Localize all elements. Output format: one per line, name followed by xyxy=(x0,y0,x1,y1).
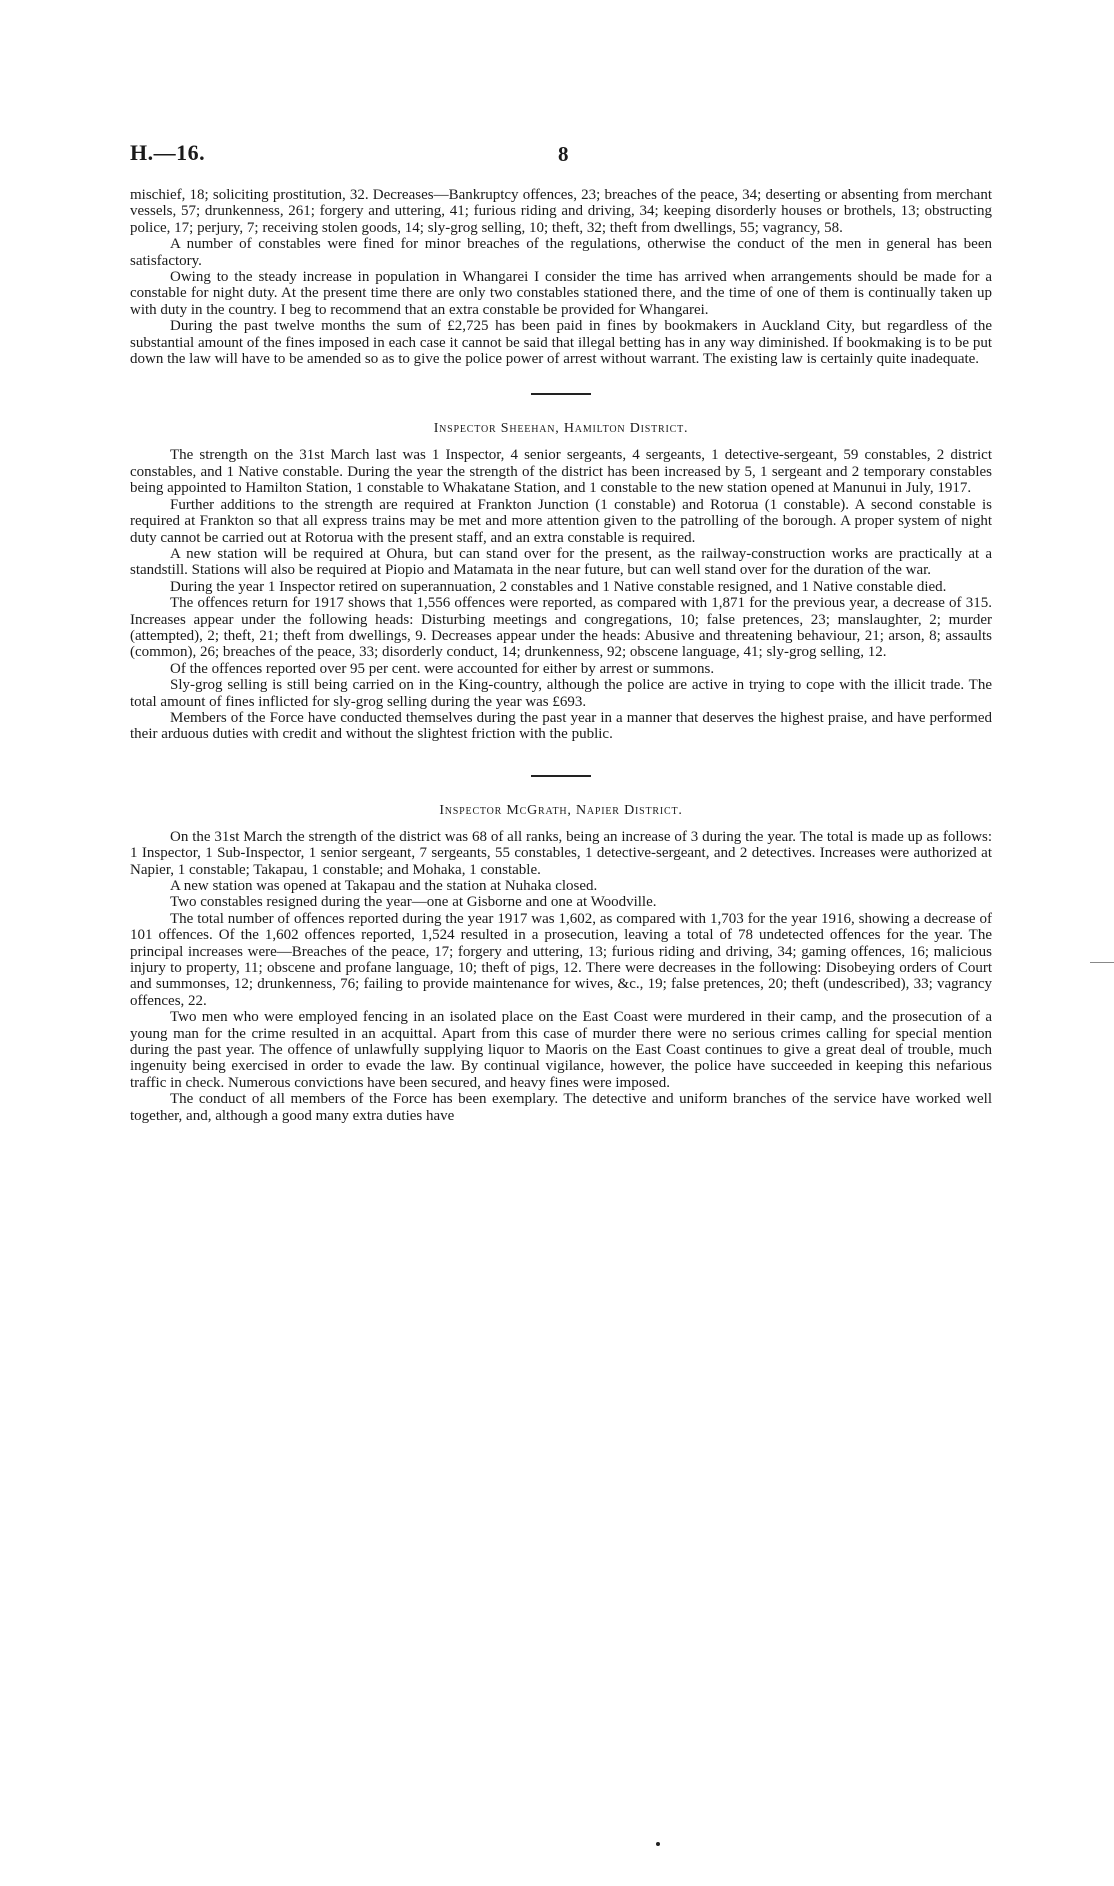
paragraph: A new station was opened at Takapau and the station at Nuhaka closed. xyxy=(170,878,598,894)
paragraph: Two men who were employed fencing in an isolated place on the East Coast were murdered in their camp, and the prosecution of a young man for the crime resulted in an acquittal. Apart from this case of murder there were no serious crimes calling for special mention during the past year. The offence of unlawfully supplying liquor to Maoris on the East Coast continues to give a great deal of trouble, much ingenuity being exercised in order to evade the law. By continual vigilance, however, the police have succeeded in keeping this nefarious traffic in check. Numerous convictions have been secured, and heavy fines were imposed. xyxy=(130,1009,992,1091)
paragraph: The strength on the 31st March last was 1 Inspector, 4 senior sergeants, 4 sergeants, 1 detective-sergeant, 59 constables, 2 district constables, and 1 Native constable. During the year the strength of the district has been increased by 5, 1 sergeant and 2 temporary constables being appointed to Hamilton Station, 1 constable to Whakatane Station, and 1 constable to the new station opened at Manunui in July, 1917. xyxy=(130,447,992,497)
section-heading: Inspector McGrath, Napier District. xyxy=(439,802,683,818)
paragraph: On the 31st March the strength of the district was 68 of all ranks, being an increase of 3 during the year. The total is made up as follows: 1 Inspector, 1 Sub-Inspector, 1 senior sergeant, 7 sergeants, 55 constables, 1 detective-sergeant, and 2 detectives. Increases were authorized at Napier, 1 constable; Takapau, 1 constable; and Mohaka, 1 constable. xyxy=(130,828,992,878)
paragraph: A number of constables were fined for minor breaches of the regulations, otherwise the conduct of the men in general has been satisfactory. xyxy=(130,236,992,269)
section-hamilton-district xyxy=(130,421,992,742)
paragraph: Further additions to the strength are required at Frankton Junction (1 constable) and Rotorua (1 constable). A second constable is required at Frankton so that all express trains may be met and more attention given to the patrolling of the borough. A proper system of night duty cannot be carried out at Rotorua with the present staff, and an extra constable is required. xyxy=(130,496,992,546)
body-text xyxy=(130,187,992,1124)
paragraph: Owing to the steady increase in population in Whangarei I consider the time has arrived when arrangements should be made for a constable for night duty. At the present time there are only two constables stationed there, and the time of one of them is continually taken up with duty in the country. I beg to recommend that an extra constable be provided for Whangarei. xyxy=(130,269,992,318)
section-napier-district xyxy=(130,803,992,1124)
paragraph: The total number of offences reported during the year 1917 was 1,602, as compared with 1,703 for the year 1916, showing a decrease of 101 offences. Of the 1,602 offences reported, 1,524 resulted in a prosecution, leaving a total of 78 undetected offences for the year. The principal increases were—Breaches of the peace, 17; forgery and uttering, 13; furious riding and driving, 34; gaming offences, 16; malicious injury to property, 11; obscene and profane language, 10; theft of pigs, 12. There were decreases in the following: Disobeying orders of Court and summonses, 12; drunkenness, 76; failing to provide maintenance for wives, &c., 19; false pretences, 20; theft (undescribed), 33; vagrancy offences, 22. xyxy=(130,910,992,1009)
section-continued-report xyxy=(130,187,992,367)
section-divider xyxy=(531,393,591,395)
page-number: 8 xyxy=(558,142,569,166)
section-divider xyxy=(531,775,591,777)
document-page xyxy=(130,0,992,1886)
document-reference: H.—16. xyxy=(130,140,206,165)
paragraph: Sly-grog selling is still being carried on in the King-country, although the police are active in trying to cope with the illicit trade. The total amount of fines inflicted for sly-grog selling during the year was £693. xyxy=(130,677,992,710)
paragraph: During the past twelve months the sum of £2,725 has been paid in fines by bookmakers in Auckland City, but regardless of the substantial amount of the fines imposed in each case it cannot be said that illegal betting has in any way diminished. If bookmaking is to be put down the law will have to be amended so as to give the police power of arrest without warrant. The existing law is certainly quite inadequate. xyxy=(130,318,992,368)
page-header xyxy=(130,140,992,170)
paragraph: Two constables resigned during the year—one at Gisborne and one at Woodville. xyxy=(170,894,657,911)
section-heading: Inspector Sheehan, Hamilton District. xyxy=(433,421,689,437)
paragraph: mischief, 18; soliciting prostitution, 32. Decreases—Bankruptcy offences, 23; breaches of the peace, 34; deserting or absenting from merchant vessels, 57; drunkenness, 261; forgery and uttering, 41; furious riding and driving, 34; keeping disorderly houses or brothels, 13; obstructing police, 17; perjury, 7; receiving stolen goods, 14; sly-grog selling, 10; theft, 32; theft from dwellings, 55; vagrancy, 58. xyxy=(130,187,992,236)
margin-mark xyxy=(1090,962,1114,963)
paragraph: Of the offences reported over 95 per cent. were accounted for either by arrest or summons. xyxy=(170,660,715,677)
paragraph: The conduct of all members of the Force has been exemplary. The detective and uniform branches of the service have worked well together, and, although a good many extra duties have xyxy=(130,1091,992,1124)
paragraph: During the year 1 Inspector retired on superannuation, 2 constables and 1 Native constable resigned, and 1 Native constable died. xyxy=(170,578,947,595)
paragraph: A new station will be required at Ohura, but can stand over for the present, as the railway-construction works are practically at a standstill. Stations will also be required at Piopio and Matamata in the near future, but can well stand over for the duration of the war. xyxy=(130,545,992,579)
paragraph: Members of the Force have conducted themselves during the past year in a manner that deserves the highest praise, and have performed their arduous duties with credit and without the slightest friction with the public. xyxy=(130,709,992,743)
paragraph: The offences return for 1917 shows that 1,556 offences were reported, as compared with 1,871 for the previous year, a decrease of 315. Increases appear under the following heads: Disturbing meetings and congregations, 10; false pretences, 23; manslaughter, 2; murder (attempted), 2; theft, 21; theft from dwellings, 9. Decreases appear under the heads: Abusive and threatening behaviour, 21; arson, 8; assaults (common), 26; breaches of the peace, 33; disorderly conduct, 14; drunkenness, 92; obscene language, 41; sly-grog selling, 12. xyxy=(130,595,992,661)
print-speck xyxy=(656,1842,660,1846)
